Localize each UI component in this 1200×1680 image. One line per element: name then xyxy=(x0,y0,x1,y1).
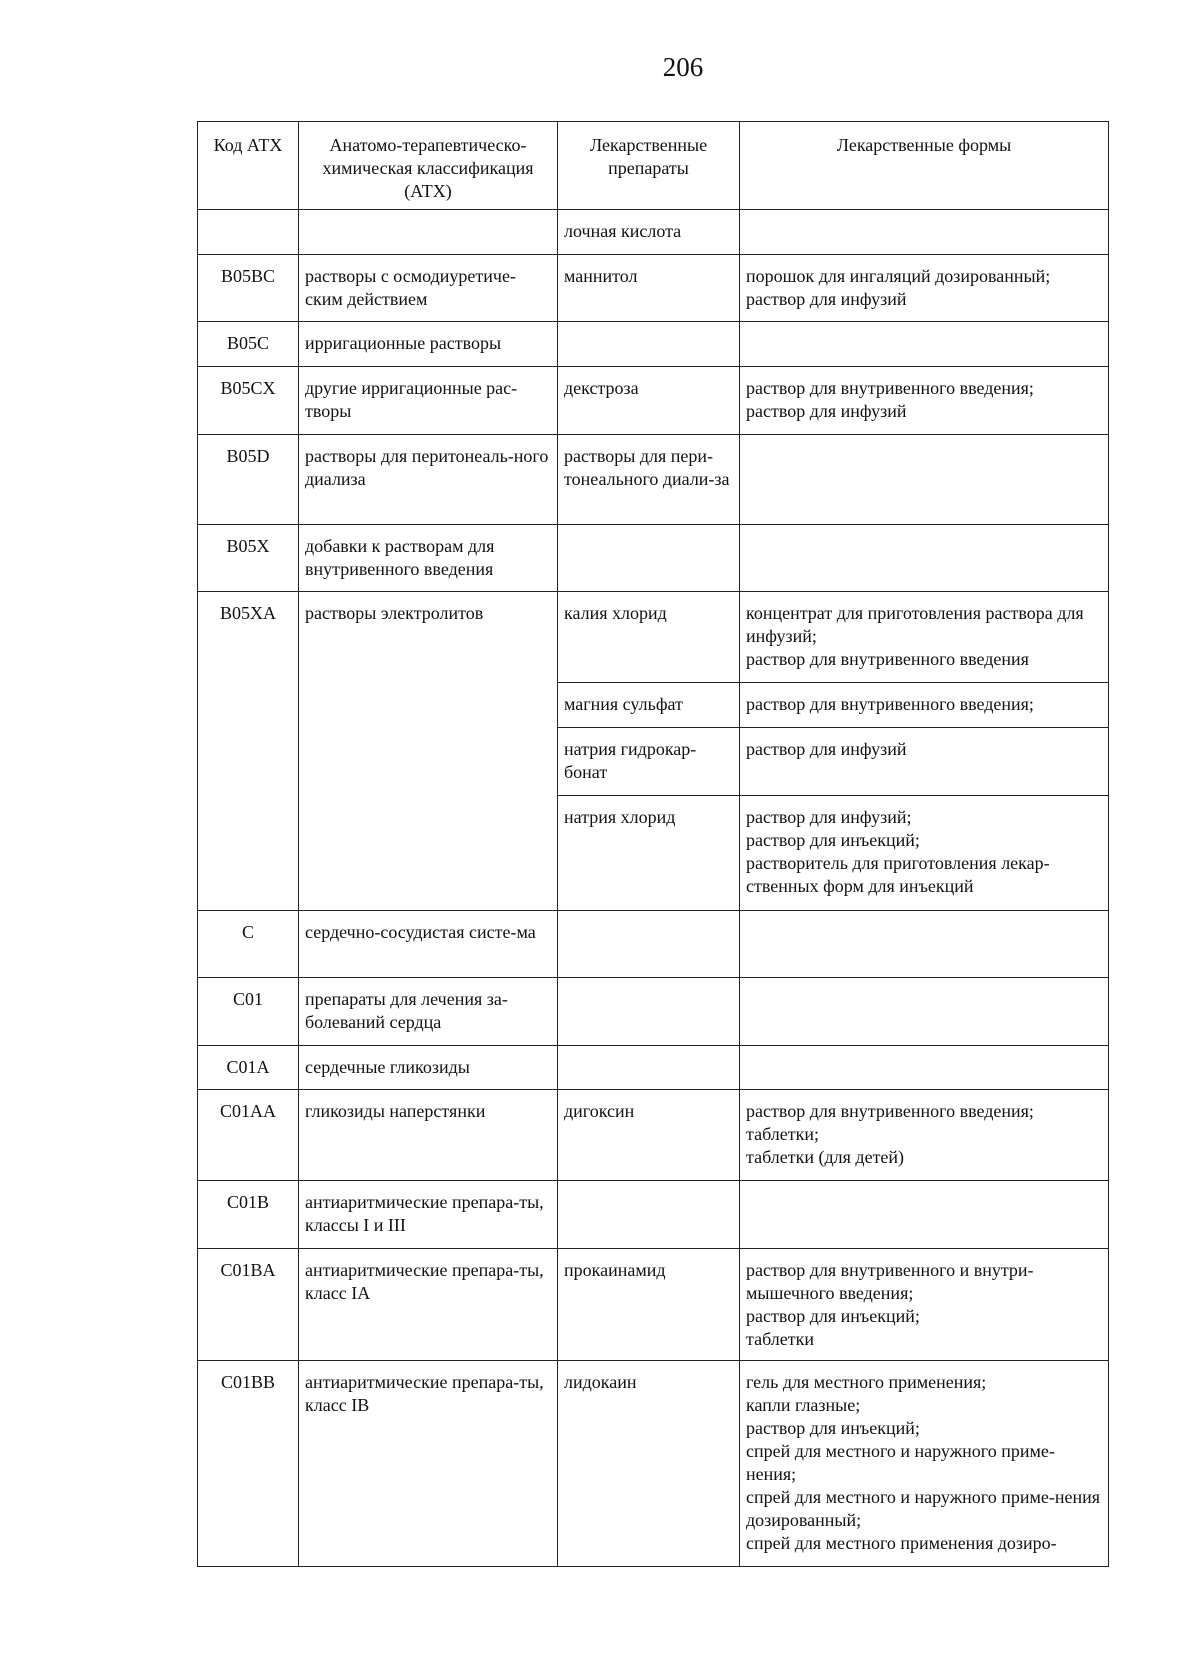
drug-name: калия хлорид xyxy=(558,592,740,683)
dosage-form: спрей для местного применения дозиро- xyxy=(746,1533,1057,1553)
atc-classification: антиаритмические препара-ты, классы I и III xyxy=(299,1181,558,1249)
dosage-forms xyxy=(740,1046,1109,1090)
dosage-form: раствор для инфузий xyxy=(746,739,907,759)
table-row xyxy=(198,322,1109,367)
dosage-forms xyxy=(740,322,1109,367)
table-row xyxy=(198,1090,1109,1181)
atc-code: B05CX xyxy=(198,367,299,435)
dosage-forms xyxy=(740,525,1109,592)
table-header-row xyxy=(198,122,1109,210)
table-row xyxy=(198,255,1109,322)
atc-classification: гликозиды наперстянки xyxy=(299,1090,558,1181)
atc-code: C01BB xyxy=(198,1361,299,1567)
dosage-form: раствор для внутривенного введения xyxy=(746,649,1029,669)
table-row xyxy=(198,210,1109,255)
atc-classification: ирригационные растворы xyxy=(299,322,558,367)
dosage-forms xyxy=(740,1361,1109,1567)
atc-code: B05D xyxy=(198,435,299,525)
table-row xyxy=(198,1046,1109,1090)
drug-name: натрия гидрокар-бонат xyxy=(558,728,740,796)
atc-code: C01AA xyxy=(198,1090,299,1181)
dosage-form: таблетки xyxy=(746,1329,815,1349)
drug-name xyxy=(558,911,740,978)
atc-classification: растворы для перитонеаль-ного диализа xyxy=(299,435,558,525)
atc-code: B05X xyxy=(198,525,299,592)
dosage-form: капли глазные; xyxy=(746,1395,861,1415)
dosage-form: раствор для внутривенного введения; xyxy=(746,378,1034,398)
atc-classification: растворы электролитов xyxy=(299,592,558,911)
atc-code: C01B xyxy=(198,1181,299,1249)
table-row xyxy=(198,435,1109,525)
header-drugs: Лекарственные препараты xyxy=(558,122,740,210)
dosage-form: раствор для внутривенного и внутри-мышечного введения; xyxy=(746,1260,1034,1303)
dosage-form: таблетки; xyxy=(746,1124,820,1144)
drug-name xyxy=(558,322,740,367)
atc-code: C01 xyxy=(198,978,299,1046)
drug-name: дигоксин xyxy=(558,1090,740,1181)
dosage-forms xyxy=(740,1090,1109,1181)
dosage-form: раствор для внутривенного введения; xyxy=(746,694,1034,714)
dosage-form: раствор для инъекций; xyxy=(746,830,920,850)
drug-name xyxy=(558,525,740,592)
dosage-forms xyxy=(740,1249,1109,1361)
dosage-form: раствор для инфузий xyxy=(746,289,907,309)
drug-name: прокаинамид xyxy=(558,1249,740,1361)
drug-name: декстроза xyxy=(558,367,740,435)
dosage-forms xyxy=(740,1181,1109,1249)
dosage-form: гель для местного применения; xyxy=(746,1372,987,1392)
atc-code: C01BA xyxy=(198,1249,299,1361)
atc-classification: растворы с осмодиуретиче-ским действием xyxy=(299,255,558,322)
dosage-form: таблетки (для детей) xyxy=(746,1147,905,1167)
table-row xyxy=(198,1361,1109,1567)
drug-name: растворы для пери-тонеального диали-за xyxy=(558,435,740,525)
dosage-form: раствор для инфузий; xyxy=(746,807,912,827)
atc-code: B05C xyxy=(198,322,299,367)
drug-name: магния сульфат xyxy=(558,683,740,728)
dosage-forms xyxy=(740,978,1109,1046)
dosage-form: спрей для местного и наружного приме-нения дозированный; xyxy=(746,1487,1101,1530)
dosage-form: спрей для местного и наружного приме-нения; xyxy=(746,1441,1055,1484)
dosage-forms xyxy=(740,592,1109,683)
atc-table xyxy=(197,121,1109,1567)
drug-name xyxy=(558,978,740,1046)
header-code: Код АТХ xyxy=(198,122,299,210)
atc-code: B05BC xyxy=(198,255,299,322)
dosage-forms xyxy=(740,728,1109,796)
table-row xyxy=(198,978,1109,1046)
header-forms: Лекарственные формы xyxy=(740,122,1109,210)
dosage-form: порошок для ингаляций дозированный; xyxy=(746,266,1051,286)
drug-name xyxy=(558,1046,740,1090)
drug-name: лочная кислота xyxy=(558,210,740,255)
table-row xyxy=(198,1249,1109,1361)
dosage-form: раствор для внутривенного введения; xyxy=(746,1101,1034,1121)
dosage-forms xyxy=(740,435,1109,525)
atc-classification: сердечно-сосудистая систе-ма xyxy=(299,911,558,978)
dosage-form: раствор для инъекций; xyxy=(746,1418,920,1438)
atc-classification xyxy=(299,210,558,255)
dosage-form: раствор для инъекций; xyxy=(746,1306,920,1326)
table-row xyxy=(198,525,1109,592)
header-classification: Анатомо-терапевтическо-химическая классификация (АТХ) xyxy=(299,122,558,210)
atc-classification: антиаритмические препара-ты, класс IB xyxy=(299,1361,558,1567)
drug-name xyxy=(558,1181,740,1249)
atc-code: C01A xyxy=(198,1046,299,1090)
atc-classification: сердечные гликозиды xyxy=(299,1046,558,1090)
atc-code xyxy=(198,210,299,255)
atc-classification: антиаритмические препара-ты, класс IA xyxy=(299,1249,558,1361)
atc-classification: препараты для лечения за-болеваний сердца xyxy=(299,978,558,1046)
atc-classification: другие ирригационные рас-творы xyxy=(299,367,558,435)
dosage-forms xyxy=(740,210,1109,255)
dosage-forms xyxy=(740,796,1109,911)
drug-name: лидокаин xyxy=(558,1361,740,1567)
dosage-forms xyxy=(740,911,1109,978)
drug-name: натрия хлорид xyxy=(558,796,740,911)
dosage-form: раствор для инфузий xyxy=(746,401,907,421)
dosage-form: растворитель для приготовления лекар-ственных форм для инъекций xyxy=(746,853,1050,896)
page-number: 206 xyxy=(662,52,704,82)
dosage-forms xyxy=(740,367,1109,435)
atc-code: B05XA xyxy=(198,592,299,911)
atc-code: C xyxy=(198,911,299,978)
dosage-forms xyxy=(740,255,1109,322)
table-row xyxy=(198,911,1109,978)
table-row xyxy=(198,1181,1109,1249)
drug-name: маннитол xyxy=(558,255,740,322)
table-row xyxy=(198,592,1109,683)
dosage-form: концентрат для приготовления раствора для инфузий; xyxy=(746,603,1084,646)
atc-classification: добавки к растворам для внутривенного введения xyxy=(299,525,558,592)
dosage-forms xyxy=(740,683,1109,728)
table-row xyxy=(198,367,1109,435)
